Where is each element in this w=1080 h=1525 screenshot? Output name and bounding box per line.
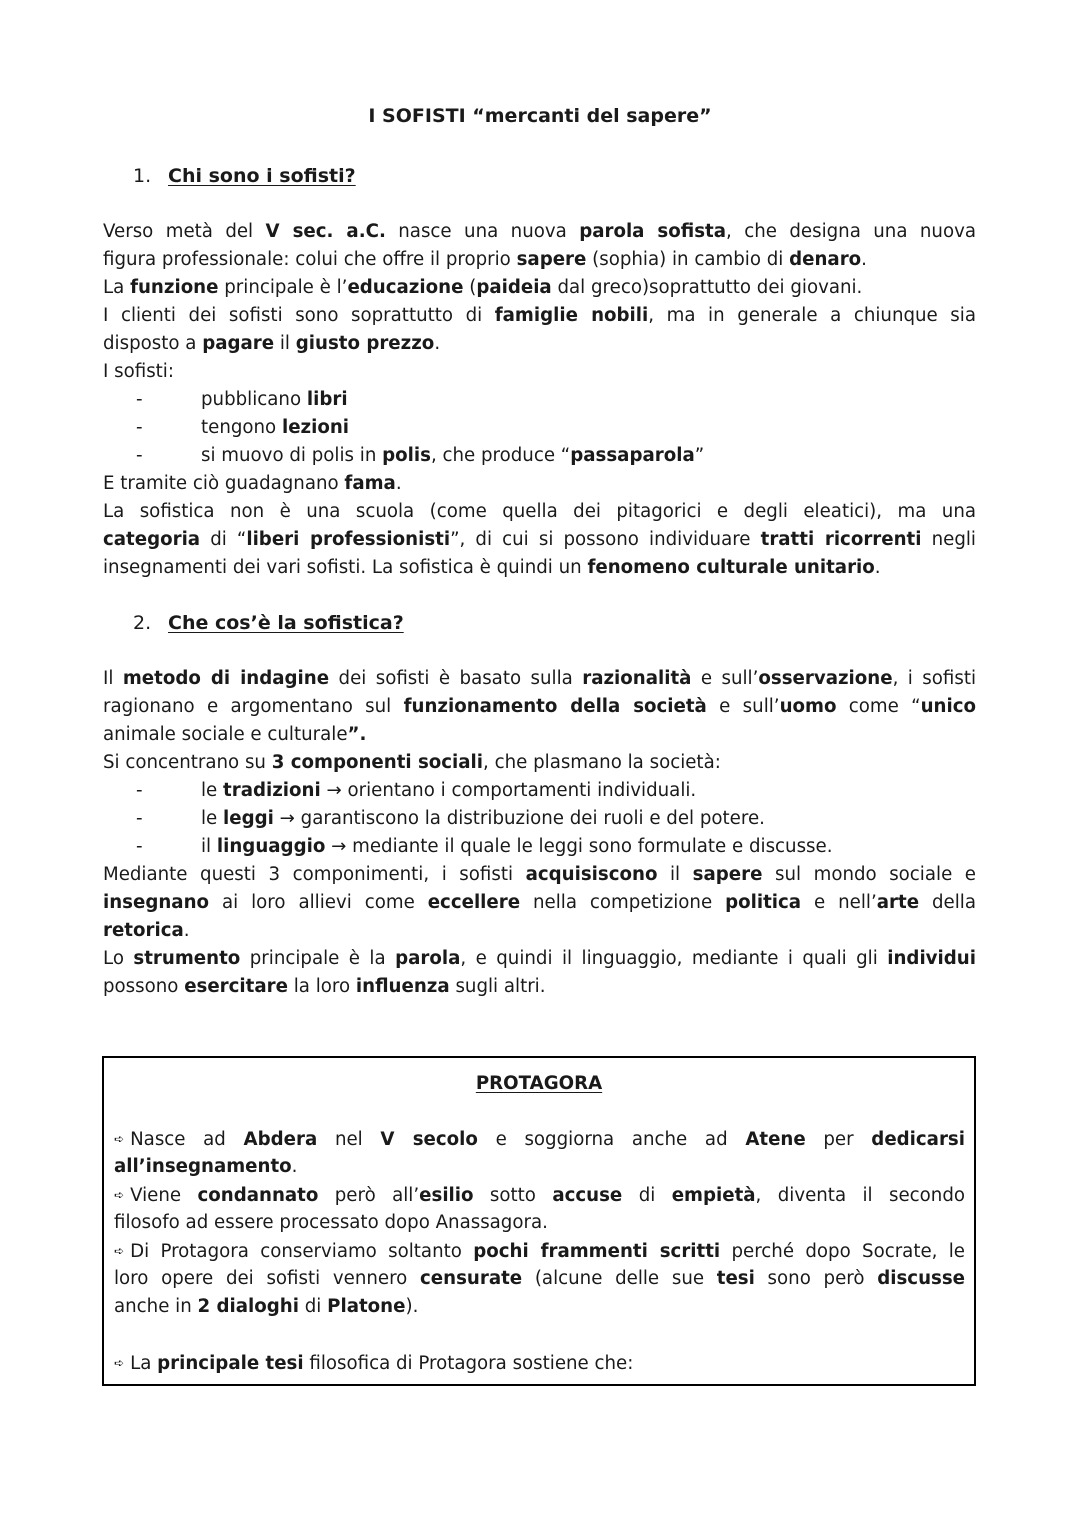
- bold-text: categoria: [103, 529, 201, 550]
- text-run: .: [874, 557, 881, 578]
- text-run: Si concentrano su: [103, 752, 272, 773]
- text-run: pubblicano: [201, 389, 307, 410]
- text-line: [103, 917, 976, 945]
- bold-text: esercitare: [184, 976, 288, 997]
- text-run: ”, di cui si possono individuare: [450, 529, 761, 550]
- text-run: perché dopo Socrate, le: [720, 1241, 965, 1262]
- bold-text: 2 dialoghi: [197, 1296, 299, 1317]
- spacer: [114, 1321, 965, 1349]
- text-line: [103, 693, 976, 721]
- box-bullet-line: [114, 1349, 965, 1377]
- text-run: , ma in generale a chiunque sia: [648, 305, 976, 326]
- text-run: le: [201, 808, 224, 829]
- section-number: 2.: [133, 612, 152, 634]
- arrow-bullet-icon: ➪: [114, 1244, 125, 1258]
- text-run: negli: [921, 529, 976, 550]
- list-item: [103, 442, 976, 470]
- section-2-body: [103, 665, 976, 1001]
- text-run: (sophia) in cambio di: [586, 249, 790, 270]
- dash-bullet: -: [136, 780, 143, 801]
- text-run: Il: [103, 668, 123, 689]
- bold-text: Platone: [327, 1296, 406, 1317]
- arrow-bullet-icon: ➪: [114, 1188, 125, 1202]
- text-run: anche in: [114, 1296, 198, 1317]
- text-run: e nell’: [801, 892, 877, 913]
- dash-bullet: -: [136, 836, 143, 857]
- bold-text: fama: [344, 473, 396, 494]
- bullet-list: [103, 777, 976, 861]
- bold-text: polis: [382, 445, 431, 466]
- bold-text: individui: [887, 948, 976, 969]
- text-run: .: [861, 249, 867, 270]
- bold-text: strumento: [133, 948, 241, 969]
- bullet-list: [103, 386, 976, 470]
- bold-text: uomo: [779, 696, 837, 717]
- text-run: → mediante il quale le leggi sono formulate e discusse.: [325, 836, 833, 857]
- text-run: animale sociale e culturale: [103, 724, 348, 745]
- text-run: Mediante questi 3 componimenti, i sofisti: [103, 864, 526, 885]
- dash-bullet: -: [136, 417, 143, 438]
- text-line: [103, 246, 976, 274]
- bold-text: influenza: [355, 976, 450, 997]
- section-title: Chi sono i sofisti?: [168, 165, 356, 187]
- text-run: il: [657, 864, 693, 885]
- text-run: , che produce “: [430, 445, 571, 466]
- bold-text: esilio: [419, 1185, 474, 1206]
- text-run: della: [919, 892, 976, 913]
- text-run: nasce una nuova: [385, 221, 580, 242]
- bold-text: ”.: [347, 724, 367, 745]
- text-line: [103, 302, 976, 330]
- bold-text: Atene: [745, 1129, 806, 1150]
- box-body: [114, 1125, 965, 1377]
- text-run: come “: [836, 696, 921, 717]
- text-line: [103, 470, 976, 498]
- bold-text: retorica: [103, 920, 184, 941]
- text-run: , che plasmano la società:: [483, 752, 721, 773]
- text-run: ragionano e argomentano sul: [103, 696, 404, 717]
- bold-text: V secolo: [380, 1129, 478, 1150]
- bold-text: denaro: [789, 249, 862, 270]
- paragraph: [103, 218, 976, 386]
- text-run: sugli altri.: [449, 976, 546, 997]
- text-line: [103, 973, 976, 1001]
- text-run: Nasce ad: [130, 1129, 244, 1150]
- list-item: [103, 805, 976, 833]
- box-title: PROTAGORA: [475, 1073, 603, 1094]
- text-run: → orientano i comportamenti individuali.: [320, 780, 697, 801]
- bold-text: unico: [920, 696, 976, 717]
- bold-text: tratti ricorrenti: [760, 529, 922, 550]
- text-run: figura professionale: colui che offre il proprio: [103, 249, 517, 270]
- text-line: [103, 945, 976, 973]
- bold-text: Abdera: [243, 1129, 318, 1150]
- text-line: [103, 218, 976, 246]
- text-line: [103, 665, 976, 693]
- text-run: di: [298, 1296, 328, 1317]
- bold-text: educazione: [347, 277, 464, 298]
- text-run: , i sofisti: [892, 668, 976, 689]
- bold-text: leggi: [223, 808, 274, 829]
- bold-text: principale tesi: [157, 1353, 304, 1374]
- paragraph: [103, 470, 976, 582]
- bold-text: libri: [306, 389, 348, 410]
- text-run: la loro: [287, 976, 356, 997]
- text-run: E tramite ciò guadagnano: [103, 473, 345, 494]
- text-run: dal greco)soprattutto dei giovani.: [551, 277, 863, 298]
- bold-text: lezioni: [281, 417, 350, 438]
- bold-text: arte: [876, 892, 920, 913]
- text-run: possono: [103, 976, 185, 997]
- text-run: .: [183, 920, 190, 941]
- text-line: [103, 498, 976, 526]
- dash-bullet: -: [136, 445, 143, 466]
- section-heading-2: [133, 609, 404, 637]
- bold-text: accuse: [552, 1185, 623, 1206]
- text-run: però all’: [318, 1185, 420, 1206]
- text-run: filosofica di Protagora sostiene che:: [303, 1353, 634, 1374]
- bold-text: dedicarsi: [871, 1129, 965, 1150]
- text-run: di “: [200, 529, 247, 550]
- text-run: La sofistica non è una scuola (come quella dei pitagorici e degli eleatici), ma una: [103, 501, 976, 522]
- dash-bullet: -: [136, 808, 143, 829]
- bold-text: giusto prezzo: [295, 333, 435, 354]
- text-line: [103, 358, 976, 386]
- bold-text: pagare: [202, 333, 275, 354]
- text-run: tengono: [201, 417, 282, 438]
- text-line: [103, 274, 976, 302]
- text-line: [103, 861, 976, 889]
- bold-text: censurate: [420, 1268, 523, 1289]
- section-1-body: [103, 218, 976, 582]
- text-run: nella competizione: [520, 892, 726, 913]
- paragraph: [103, 861, 976, 1001]
- bold-text: eccellere: [427, 892, 521, 913]
- bold-text: parola sofista: [579, 221, 727, 242]
- box-bullet-line: [114, 1181, 965, 1209]
- bold-text: passaparola: [570, 445, 695, 466]
- bold-text: funzionamento della società: [403, 696, 707, 717]
- text-run: il: [274, 333, 296, 354]
- bold-text: discusse: [877, 1268, 965, 1289]
- text-run: La: [103, 277, 131, 298]
- text-run: Lo: [103, 948, 134, 969]
- list-item: [103, 386, 976, 414]
- bold-text: famiglie nobili: [494, 305, 649, 326]
- text-run: di: [622, 1185, 672, 1206]
- box-line: [114, 1209, 965, 1237]
- text-run: La: [130, 1353, 158, 1374]
- bold-text: tradizioni: [223, 780, 321, 801]
- arrow-bullet-icon: ➪: [114, 1132, 125, 1146]
- bold-text: funzione: [130, 277, 219, 298]
- text-run: , e quindi il linguaggio, mediante i quali gli: [460, 948, 888, 969]
- text-line: [103, 554, 976, 582]
- section-heading-1: [133, 162, 356, 190]
- section-title: Che cos’è la sofistica?: [168, 612, 404, 634]
- arrow-bullet-icon: ➪: [114, 1356, 125, 1370]
- box-bullet-line: [114, 1237, 965, 1265]
- bold-text: metodo di indagine: [122, 668, 330, 689]
- dash-bullet: -: [136, 389, 143, 410]
- bold-text: all’insegnamento: [114, 1156, 292, 1177]
- bold-text: V sec. a.C.: [265, 221, 386, 242]
- bold-text: tesi: [716, 1268, 755, 1289]
- bold-text: liberi professionisti: [246, 529, 451, 550]
- text-run: sul mondo sociale e: [762, 864, 976, 885]
- text-run: sotto: [473, 1185, 553, 1206]
- bold-text: paideia: [476, 277, 552, 298]
- text-line: [103, 526, 976, 554]
- text-run: .: [434, 333, 441, 354]
- text-run: principale è la: [240, 948, 396, 969]
- list-item: [103, 777, 976, 805]
- list-item: [103, 833, 976, 861]
- box-line: [114, 1265, 965, 1293]
- text-run: I sofisti:: [103, 361, 174, 382]
- text-run: , che designa una nuova: [726, 221, 976, 242]
- bold-text: 3 componenti sociali: [271, 752, 484, 773]
- text-run: .: [395, 473, 402, 494]
- text-run: , diventa il secondo: [755, 1185, 965, 1206]
- text-run: insegnamenti dei vari sofisti. La sofistica è quindi un: [103, 557, 588, 578]
- bold-text: linguaggio: [216, 836, 326, 857]
- text-run: principale è l’: [218, 277, 348, 298]
- text-run: per: [805, 1129, 872, 1150]
- text-run: ).: [405, 1296, 419, 1317]
- text-run: si muovo di polis in: [201, 445, 383, 466]
- text-run: → garantiscono la distribuzione dei ruoli e del potere.: [273, 808, 765, 829]
- bold-text: sapere: [516, 249, 587, 270]
- bold-text: pochi frammenti scritti: [473, 1241, 721, 1262]
- text-line: [103, 721, 976, 749]
- text-run: e sull’: [691, 668, 759, 689]
- text-line: [103, 749, 976, 777]
- text-run: e sull’: [706, 696, 780, 717]
- bold-text: razionalità: [582, 668, 692, 689]
- text-run: loro opere dei sofisti vennero: [114, 1268, 421, 1289]
- text-run: sono però: [754, 1268, 878, 1289]
- protagora-box: [102, 1056, 976, 1386]
- bold-text: politica: [725, 892, 802, 913]
- section-number: 1.: [133, 165, 152, 187]
- text-run: ”: [694, 445, 705, 466]
- text-run: Viene: [130, 1185, 198, 1206]
- bold-text: parola: [395, 948, 461, 969]
- bold-text: condannato: [197, 1185, 319, 1206]
- list-item: [103, 414, 976, 442]
- bold-text: osservazione: [758, 668, 893, 689]
- text-line: [103, 889, 976, 917]
- text-run: Di Protagora conserviamo soltanto: [130, 1241, 474, 1262]
- text-run: disposto a: [103, 333, 203, 354]
- text-run: (: [463, 277, 477, 298]
- box-line: [114, 1293, 965, 1321]
- box-line: [114, 1153, 965, 1181]
- text-run: e soggiorna anche ad: [477, 1129, 746, 1150]
- document-title: I SOFISTI “mercanti del sapere”: [368, 105, 712, 127]
- text-line: [103, 330, 976, 358]
- text-run: (alcune delle sue: [522, 1268, 717, 1289]
- bold-text: fenomeno culturale unitario: [587, 557, 875, 578]
- bold-text: acquisiscono: [525, 864, 658, 885]
- bold-text: sapere: [692, 864, 763, 885]
- box-bullet-line: [114, 1125, 965, 1153]
- text-run: Verso metà del: [103, 221, 266, 242]
- text-run: .: [291, 1156, 298, 1177]
- text-run: ai loro allievi come: [209, 892, 428, 913]
- bold-text: insegnano: [103, 892, 210, 913]
- bold-text: empietà: [671, 1185, 756, 1206]
- text-run: filosofo ad essere processato dopo Anassagora.: [114, 1212, 548, 1233]
- text-run: nel: [317, 1129, 381, 1150]
- text-run: le: [201, 780, 224, 801]
- text-run: il: [201, 836, 217, 857]
- paragraph: [103, 665, 976, 777]
- text-run: I clienti dei sofisti sono soprattutto di: [103, 305, 495, 326]
- text-run: dei sofisti è basato sulla: [329, 668, 583, 689]
